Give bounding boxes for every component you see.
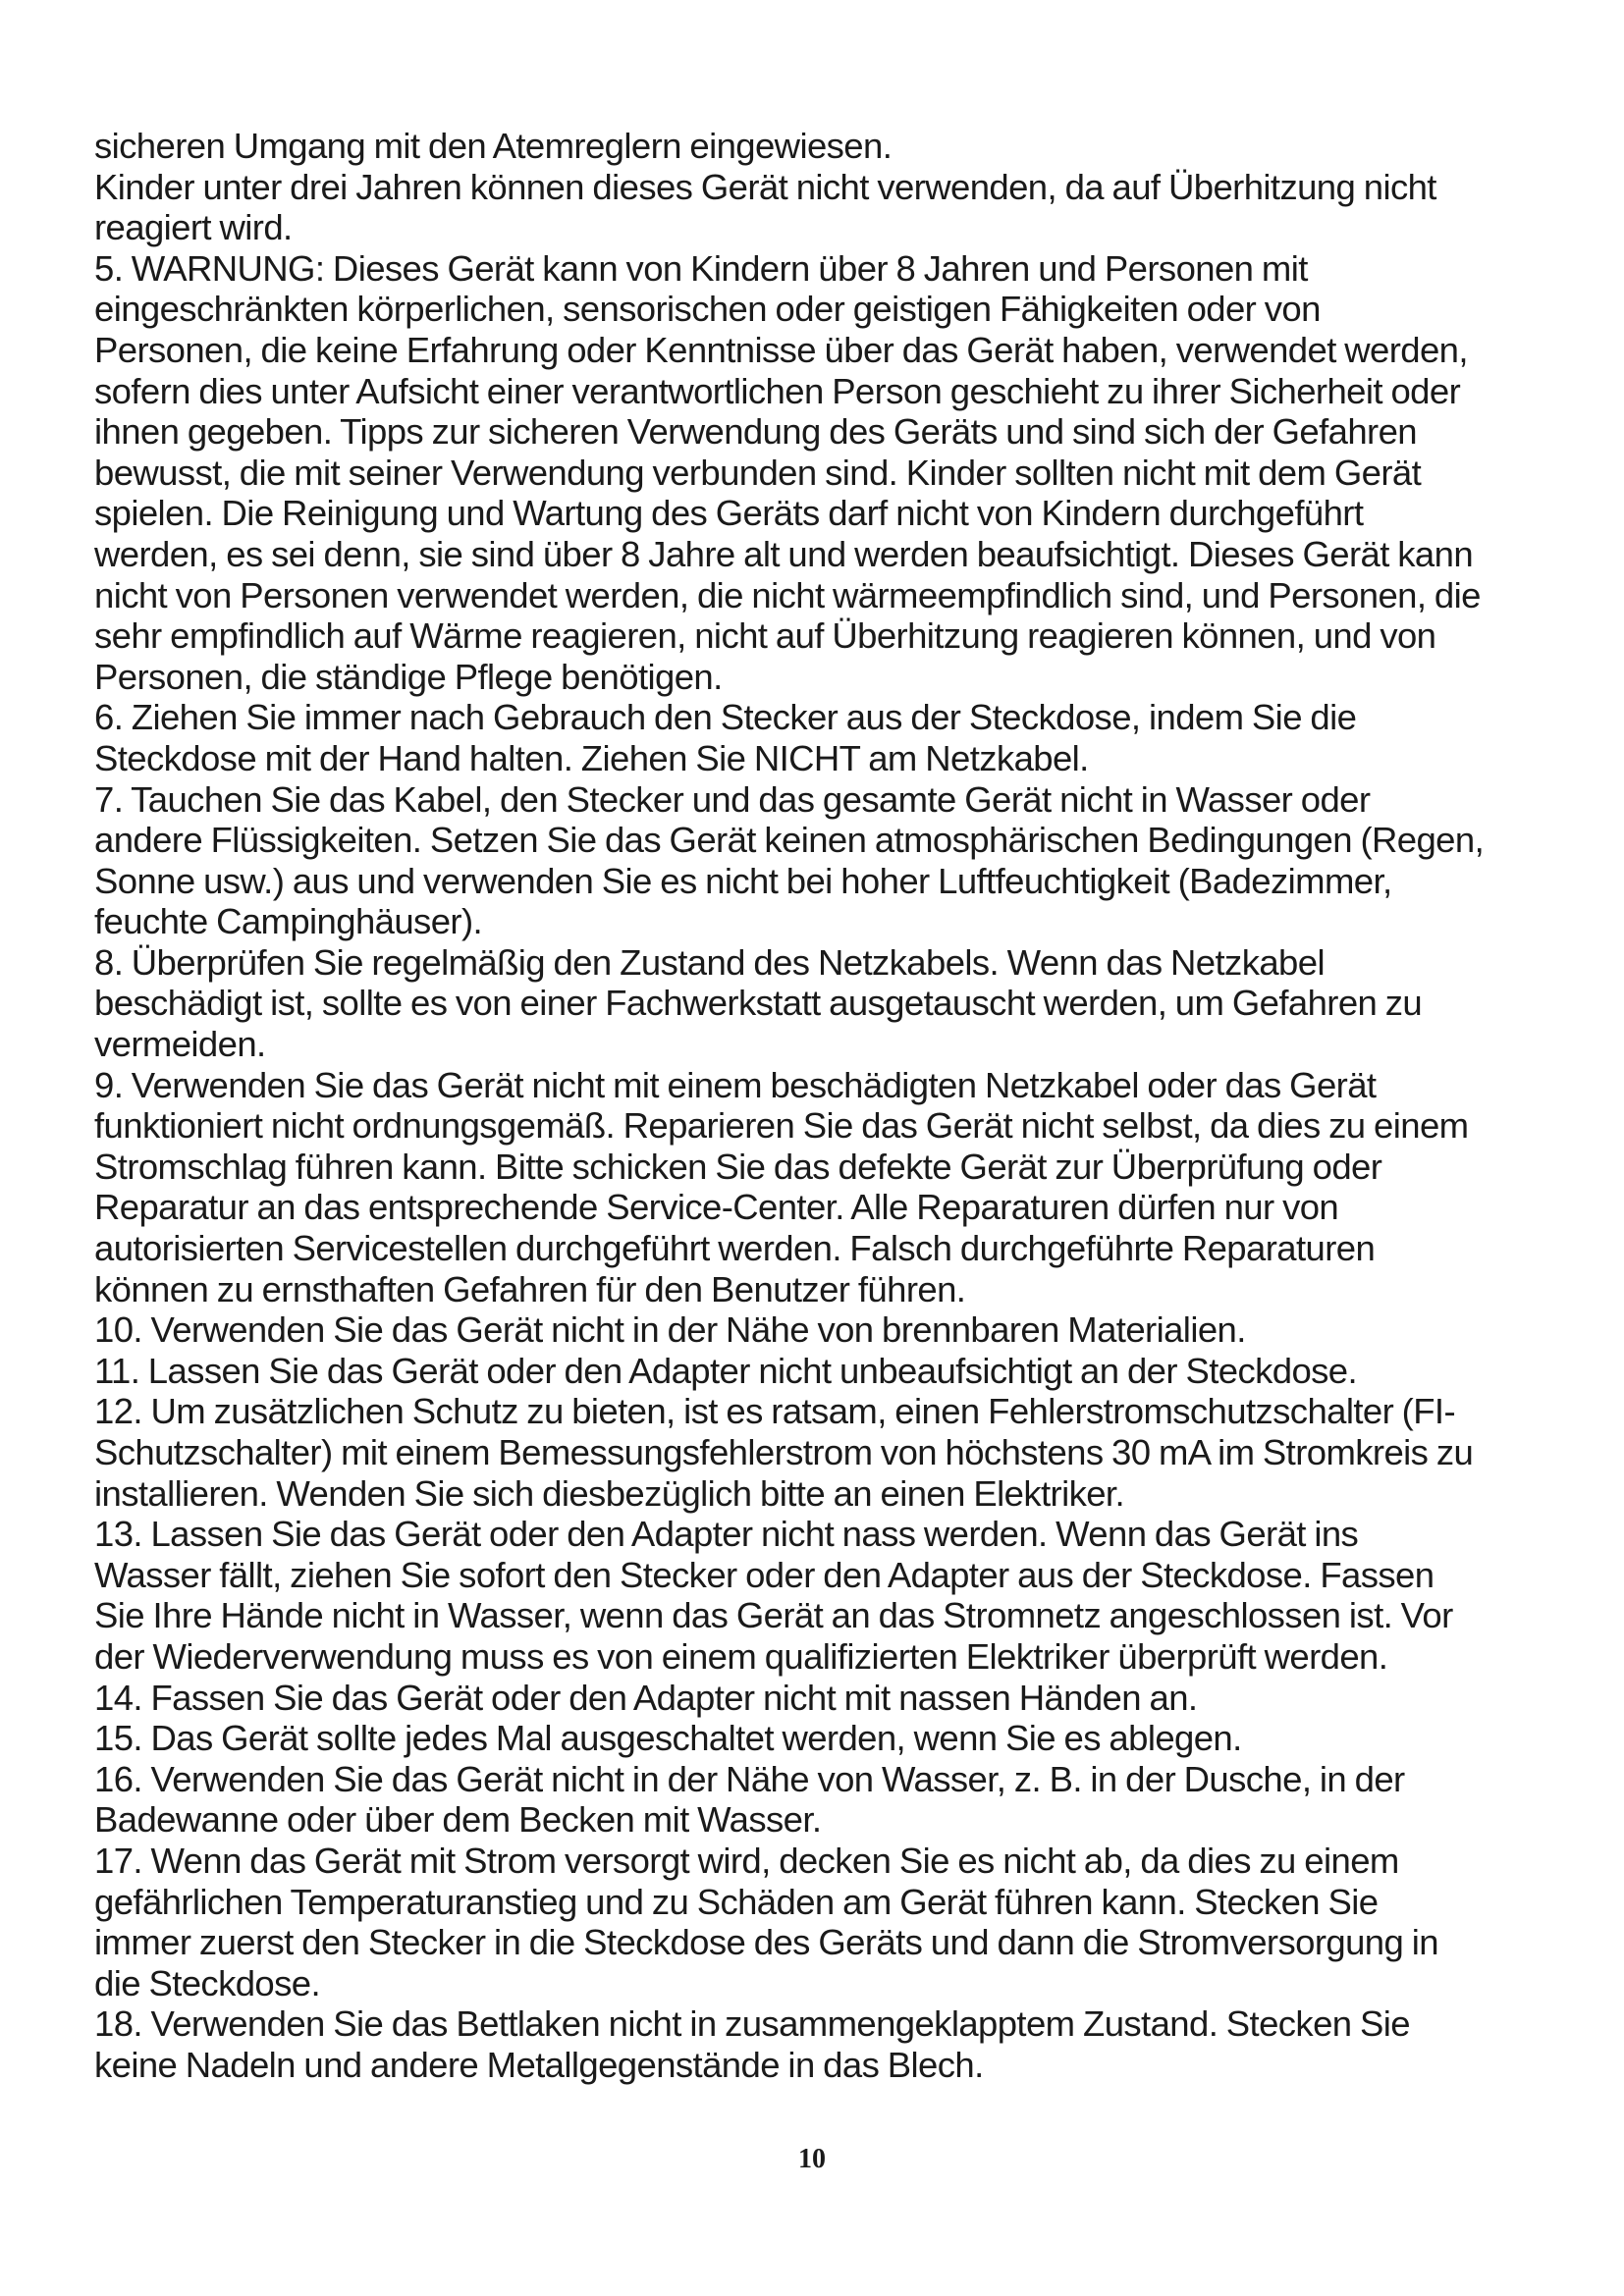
text-line: Badewanne oder über dem Becken mit Wasser. — [94, 1799, 822, 1841]
text-line: 6. Ziehen Sie immer nach Gebrauch den Stecker aus der Steckdose, indem Sie die — [94, 697, 1357, 738]
text-line: vermeiden. — [94, 1024, 266, 1065]
text-line: 16. Verwenden Sie das Gerät nicht in der Nähe von Wasser, z. B. in der Dusche, in der — [94, 1758, 1405, 1799]
text-line: 5. WARNUNG: Dieses Gerät kann von Kindern über 8 Jahren und Personen mit — [94, 247, 1308, 289]
document-body — [94, 126, 1536, 2266]
text-line: die Steckdose. — [94, 1962, 321, 2003]
text-line: 15. Das Gerät sollte jedes Mal ausgeschaltet werden, wenn Sie es ablegen. — [94, 1718, 1242, 1759]
text-line: 7. Tauchen Sie das Kabel, den Stecker und das gesamte Gerät nicht in Wasser oder — [94, 778, 1371, 820]
text-line: beschädigt ist, sollte es von einer Fachwerkstatt ausgetauscht werden, um Gefahren zu — [94, 983, 1423, 1024]
text-line: immer zuerst den Stecker in die Steckdose des Geräts und dann die Stromversorgung in — [94, 1922, 1438, 1963]
text-line: sofern dies unter Aufsicht einer verantwortlichen Person geschieht zu ihrer Sicherheit oder — [94, 370, 1461, 411]
text-line: 11. Lassen Sie das Gerät oder den Adapter nicht unbeaufsichtigt an der Steckdose. — [94, 1350, 1358, 1391]
text-line: Schutzschalter) mit einem Bemessungsfehlerstrom von höchstens 30 mA im Stromkreis zu — [94, 1432, 1474, 1472]
text-line: feuchte Campinghäuser). — [94, 901, 483, 942]
text-line: 8. Überprüfen Sie regelmäßig den Zustand des Netzkabels. Wenn das Netzkabel — [94, 941, 1325, 983]
text-line: 18. Verwenden Sie das Bettlaken nicht in zusammengeklapptem Zustand. Stecken Sie — [94, 2003, 1410, 2045]
text-line: Sonne usw.) aus und verwenden Sie es nicht bei hoher Luftfeuchtigkeit (Badezimmer, — [94, 860, 1392, 901]
text-line: andere Flüssigkeiten. Setzen Sie das Gerät keinen atmosphärischen Bedingungen (Regen, — [94, 820, 1485, 861]
text-line: werden, es sei denn, sie sind über 8 Jahre alt und werden beaufsichtigt. Dieses Gerät kann — [94, 533, 1474, 574]
text-line: reagiert wird. — [94, 207, 293, 248]
text-line: Personen, die ständige Pflege benötigen. — [94, 656, 723, 697]
text-line: nicht von Personen verwendet werden, die nicht wärmeempfindlich sind, und Personen, die — [94, 574, 1481, 615]
text-line: Stromschlag führen kann. Bitte schicken Sie das defekte Gerät zur Überprüfung oder — [94, 1146, 1382, 1187]
text-line: können zu ernsthaften Gefahren für den Benutzer führen. — [94, 1268, 966, 1309]
text-line: spielen. Die Reinigung und Wartung des Geräts darf nicht von Kindern durchgeführt — [94, 493, 1364, 534]
text-line: eingeschränkten körperlichen, sensorischen oder geistigen Fähigkeiten oder von — [94, 289, 1321, 330]
text-line: ihnen gegeben. Tipps zur sicheren Verwendung des Geräts und sind sich der Gefahren — [94, 411, 1417, 453]
text-line: 12. Um zusätzlichen Schutz zu bieten, ist es ratsam, einen Fehlerstromschutzschalter (FI- — [94, 1391, 1456, 1432]
text-line: Reparatur an das entsprechende Service-Center. Alle Reparaturen dürfen nur von — [94, 1187, 1339, 1228]
text-line: Sie Ihre Hände nicht in Wasser, wenn das Gerät an das Stromnetz angeschlossen ist. Vor — [94, 1595, 1453, 1636]
text-line: Personen, die keine Erfahrung oder Kenntnisse über das Gerät haben, verwendet werden, — [94, 329, 1468, 370]
text-line: der Wiederverwendung muss es von einem qualifizierten Elektriker überprüft werden. — [94, 1635, 1388, 1677]
text-line: sicheren Umgang mit den Atemreglern eingewiesen. — [94, 126, 893, 166]
text-line: Steckdose mit der Hand halten. Ziehen Sie NICHT am Netzkabel. — [94, 737, 1089, 778]
text-line: funktioniert nicht ordnungsgemäß. Reparieren Sie das Gerät nicht selbst, da dies zu einem — [94, 1105, 1469, 1147]
text-line: 10. Verwenden Sie das Gerät nicht in der Nähe von brennbaren Materialien. — [94, 1309, 1246, 1351]
text-line: autorisierten Servicestellen durchgeführt werden. Falsch durchgeführte Reparaturen — [94, 1228, 1376, 1269]
text-line: keine Nadeln und andere Metallgegenstände in das Blech. — [94, 2044, 984, 2085]
text-line: 9. Verwenden Sie das Gerät nicht mit einem beschädigten Netzkabel oder das Gerät — [94, 1064, 1377, 1105]
text-line: installieren. Wenden Sie sich diesbezüglich bitte an einen Elektriker. — [94, 1472, 1125, 1514]
text-line: Wasser fällt, ziehen Sie sofort den Stecker oder den Adapter aus der Steckdose. Fassen — [94, 1554, 1435, 1595]
text-line: Kinder unter drei Jahren können dieses Gerät nicht verwenden, da auf Überhitzung nicht — [94, 166, 1436, 207]
text-line: sehr empfindlich auf Wärme reagieren, nicht auf Überhitzung reagieren können, und von — [94, 615, 1436, 657]
text-line: bewusst, die mit seiner Verwendung verbunden sind. Kinder sollten nicht mit dem Gerät — [94, 452, 1422, 493]
text-line: 17. Wenn das Gerät mit Strom versorgt wird, decken Sie es nicht ab, da dies zu einem — [94, 1840, 1399, 1881]
page-number: 10 — [798, 2144, 826, 2174]
text-line: 13. Lassen Sie das Gerät oder den Adapter nicht nass werden. Wenn das Gerät ins — [94, 1514, 1359, 1555]
text-line: 14. Fassen Sie das Gerät oder den Adapter nicht mit nassen Händen an. — [94, 1677, 1198, 1718]
text-line: gefährlichen Temperaturanstieg und zu Schäden am Gerät führen kann. Stecken Sie — [94, 1881, 1379, 1922]
